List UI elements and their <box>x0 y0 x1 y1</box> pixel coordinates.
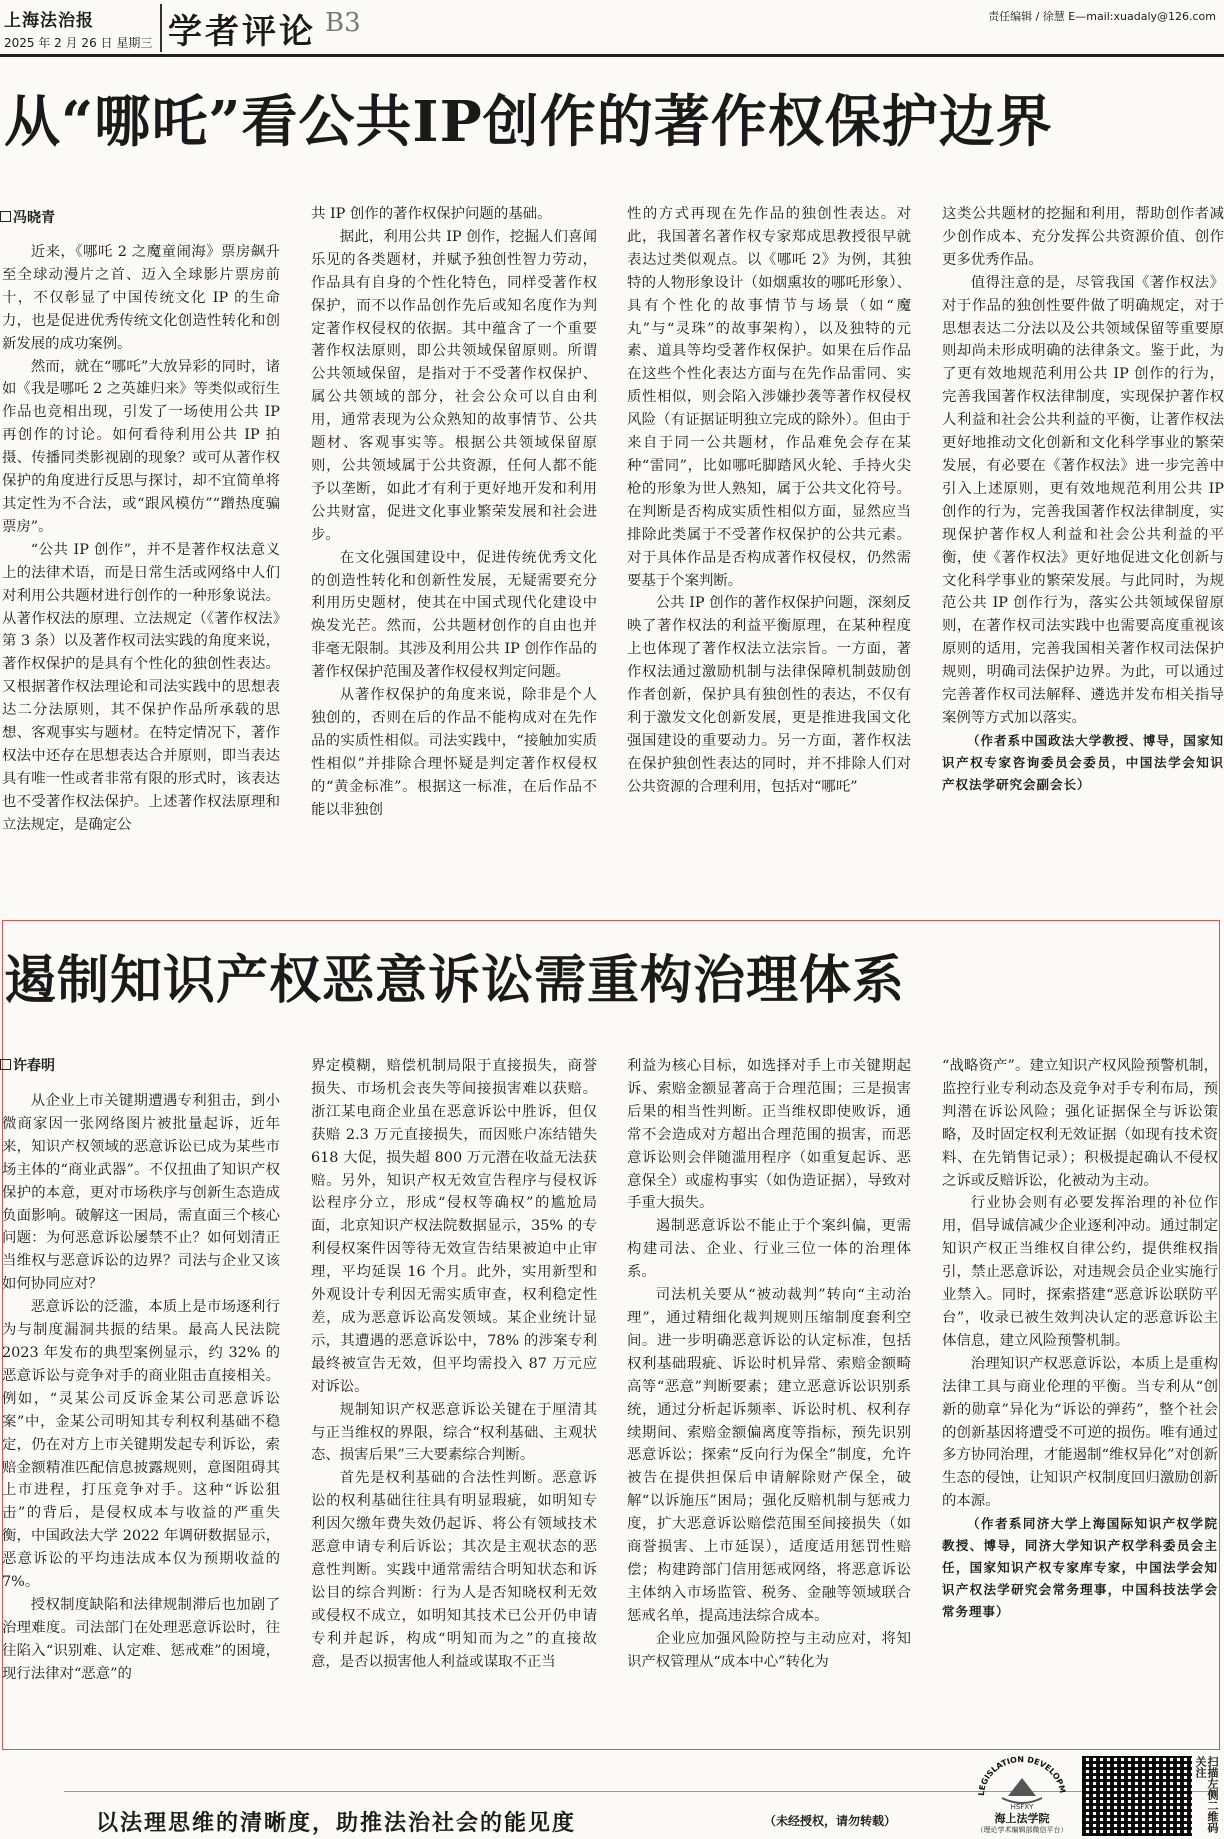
logo-name: 海上法学院 <box>994 1812 1050 1825</box>
paragraph: 据此，利用公共 IP 创作，挖掘人们喜闻乐见的各类题材，并赋予独创性智力劳动，作品具有自身的个性化特色，同样受著作权保护，而不以作品创作先后或知名度作为判定著作权侵权的依据。其中蕴含了一个重要著作权法原则，即公共领域保留原则。所谓公共领域保留，是指对于不受著作权保护、属公共领域的部分，社会公众可以自由利用，通常表现为公众熟知的故事情节、公共题材、客观事实等。根据公共领域保留原则，公共领域属于公共资源，任何人都不能予以垄断，如此才有利于更好地开发和利用公共财富，促进文化事业繁荣发展和社会进步。 <box>311 228 597 543</box>
paragraph: 在文化强国建设中，促进传统优秀文化的创造性转化和创新性发展，无疑需要充分利用历史题材，使其在中国式现代化建设中焕发光芒。然而，公共题材创作的自由也并非毫无限制。其涉及利用公共 IP 创作作品的著作权保护范围及著作权侵权判定问题。 <box>311 549 597 681</box>
paragraph: 首先是权利基础的合法性判断。恶意诉讼的权利基础往往具有明显瑕疵，如明知专利因欠缴年费失效仍起诉、将公有领域技术恶意申请专利后诉讼；其次是主观状态的恶意性判断。实践中通常需结合明知状态和诉讼目的综合判断：行为人是否知晓权利无效或侵权不成立，如明知其技术已公开仍申请专利并起诉，构成“明知而为之”的直接故意，是否以损害他人利益或谋取不正当 <box>311 1470 597 1670</box>
paragraph: 性的方式再现在先作品的独创性表达。对此，我国著名著作权专家郑成思教授很早就表达过类似观点。以《哪吒 2》为例，其独特的人物形象设计（如烟熏妆的哪吒形象）、具有个性化的故事情节与场景（如“魔丸”与“灵珠”的故事架构），以及独特的元素、道具等均受著作权保护。如果在后作品在这些个性化表达方面与在先作品雷同、实质性相似，则会陷入涉嫌抄袭等著作权侵权风险（有证据证明独立完成的除外）。但由于来自于同一公共题材，作品难免会存在某种“雷同”，比如哪吒脚踏风火轮、手持火尖枪的形象为世人熟知，属于公共文化符号。在判断是否构成实质性相似方面，显然应当排除此类属于不受著作权保护的公共元素。对于具体作品是否构成著作权侵权，仍然需要基于个案判断。 <box>627 206 911 589</box>
paragraph: 司法机关要从“被动裁判”转向“主动治理”，通过精细化裁判规则压缩制度套利空间。进一步明确恶意诉讼的认定标准，包括权利基础瑕疵、诉讼时机异常、索赔金额畸高等“恶意”判断要素；建立恶意诉讼识别系统，通过分析起诉频率、诉讼时机、权利存续期间、索赔金额偏离度等指标，预先识别恶意诉讼；探索“反向行为保全”制度，允许被告在提供担保后申请解除财产保全，破解“以诉施压”困局；强化反赔机制与惩戒力度，扩大恶意诉讼赔偿范围至间接损失（如商誉损害、上市延误），适度适用惩罚性赔偿；构建跨部门信用惩戒网络，将恶意诉讼主体纳入市场监管、税务、金融等领域联合惩戒名单，提高违法综合成本。 <box>627 1287 911 1624</box>
qr-code[interactable] <box>1082 1756 1192 1836</box>
author-credit: （作者系中国政法大学教授、博导，国家知识产权专家咨询委员会委员，中国法学会知识产权法学研究会副会长） <box>942 732 1224 792</box>
article2-byline: 许春明 <box>0 1055 55 1075</box>
qr-caption: 扫描左侧二维码关注 <box>1194 1756 1219 1833</box>
paragraph: 规制知识产权恶意诉讼关键在于厘清其与正当维权的界限，综合“权利基础、主观状态、损害后果”三大要素综合判断。 <box>311 1401 597 1464</box>
paragraph: 从企业上市关键期遭遇专利狙击，到小微商家因一张网络图片被批量起诉，近年来，知识产权领域的恶意诉讼已成为某些市场主体的“商业武器”。不仅扭曲了知识产权保护的本意，更对市场秩序与创新生态造成负面影响。破解这一困局，需直面三个核心问题：为何恶意诉讼屡禁不止？如何划清正当维权与恶意诉讼的边界？司法与企业又该如何协同应对？ <box>2 1093 280 1293</box>
paragraph: 遏制恶意诉讼不能止于个案纠偏，更需构建司法、企业、行业三位一体的治理体系。 <box>627 1218 911 1281</box>
article1-column-1 <box>2 241 280 877</box>
paragraph: 从著作权保护的角度来说，除非是个人独创的，否则在后的作品不能构成对在先作品的实质性相似。司法实践中，“接触加实质性相似”并排除合理怀疑是判定著作权侵权的“黄金标准”。根据这一标准，在后作品不能以非独创 <box>311 687 597 818</box>
article2-column-4 <box>942 1055 1218 1745</box>
article1-column-3 <box>627 203 911 877</box>
paragraph: 共 IP 创作的著作权保护问题的基础。 <box>311 206 552 222</box>
paragraph: 行业协会则有必要发挥治理的补位作用，倡导诚信减少企业逐利冲动。通过制定知识产权正当维权自律公约，提供维权指引，禁止恶意诉讼，对违规会员企业实施行业禁入。同时，探索搭建“恶意诉讼联防平台”，收录已被生效判决认定的恶意诉讼主体信息，建立风险预警机制。 <box>942 1195 1218 1349</box>
article1-byline: 冯晓青 <box>0 207 55 227</box>
paragraph: 恶意诉讼的泛滥，本质上是市场逐利行为与制度漏洞共振的结果。最高人民法院 2023 年发布的典型案例显示，约 32% 的恶意诉讼与竞争对手的商业阻击直接相关。例如，“灵某公司反诉金某公司恶意诉讼案”中，金某公司明知其专利权利基础不稳定，仍在对方上市关键期发起专利诉讼，索赔金额精准匹配信息披露规则，意图阻碍其上市进程，打压竞争对手。这种“诉讼狙击”的背后，是侵权成本与收益的严重失衡，中国政法大学 2022 年调研数据显示，恶意诉讼的平均违法成本仅为预期收益的 7%。 <box>2 1299 280 1591</box>
masthead-divider <box>160 4 162 52</box>
issue-date: 2025 年 2 月 26 日 星期三 <box>4 36 153 50</box>
article2-column-3 <box>627 1055 911 1745</box>
article1-headline: 从“哪吒”看公共IP创作的著作权保护边界 <box>4 89 1053 155</box>
paragraph: “战略资产”。建立知识产权风险预警机制，监控行业专利动态及竞争对手专利布局，预判潜在诉讼风险；强化证据保全与诉讼策略，及时固定权利无效证据（如现有技术资料、在先销售记录）；积极提起确认不侵权之诉或反赔诉讼，化被动为主动。 <box>942 1058 1218 1189</box>
logo-ring-text: LEGISLATION DEVELOPM <box>976 1756 1068 1797</box>
copyright-notice: （未经授权，请勿转载） <box>764 1814 897 1828</box>
page-number: B3 <box>325 8 361 38</box>
paragraph: 企业应加强风险防控与主动应对，将知识产权管理从“成本中心”转化为 <box>627 1630 911 1670</box>
logo-letters: HSFXY <box>1010 1803 1034 1811</box>
author-credit: （作者系同济大学上海国际知识产权学院教授、博导，同济大学知识产权学科委员会主任，国家知识产权专家库专家，中国法学会知识产权法学研究会常务理事，中国科技法学会常务理事） <box>942 1516 1218 1620</box>
masthead <box>0 0 1224 58</box>
paragraph: 利益为核心目标，如选择对手上市关键期起诉、索赔金额显著高于合理范围；三是损害后果的相当性判断。正当维权即使败诉，通常不会造成对方超出合理范围的损害，而恶意诉讼则会伴随滥用程序（如重复起诉、恶意保全）或虚构事实（如伪造证据），导致对手重大损失。 <box>627 1058 911 1212</box>
article1-column-4 <box>942 203 1224 877</box>
paragraph: “公共 IP 创作”，并不是著作权法意义上的法律术语，而是日常生活或网络中人们对利用公共题材进行创作的一种形象说法。从著作权法的原理、立法规定（《著作权法》第 3 条）以及著作权司法实践的角度来说，著作权保护的是具有个性化的独创性表达。又根据著作权法理论和司法实践中的思想表达二分法原则，其不保护作品所承载的思想、客观事实与题材。在特定情况下，著作权法中还存在思想表达合并原则，即当表达具有唯一性或者非常有限的形式时，该表达也不受著作权法保护。上述著作权法原理和立法规定，是确定公 <box>2 541 280 833</box>
section-name: 学者评论 <box>168 12 316 52</box>
editor-credit: 责任编辑 / 徐慧 E—mail:xuadaly@126.com <box>988 10 1216 23</box>
masthead-rule <box>0 54 1224 57</box>
paragraph: 界定模糊，赔偿机制局限于直接损失，商誉损失、市场机会丧失等间接损害难以获赔。浙江某电商企业虽在恶意诉讼中胜诉，但仅获赔 2.3 万元直接损失，而因账户冻结错失 618 大促，损失超 800 万元潜在收益无法获赔。另外，知识产权无效宣告程序与侵权诉讼程序分立，形成“侵权等确权”的尴尬局面，北京知识产权法院数据显示，35% 的专利侵权案件因等待无效宣告结果被迫中止审理，平均延误 16 个月。此外，实用新型和外观设计专利因无需实质审查，权利稳定性差，成为恶意诉讼高发领域。某企业统计显示，其遭遇的恶意诉讼中，78% 的涉案专利最终被宣告无效，但平均需投入 87 万元应对诉讼。 <box>311 1058 597 1395</box>
logo-emblem-icon <box>962 1756 1082 1834</box>
article2-headline: 遏制知识产权恶意诉讼需重构治理体系 <box>4 950 906 1011</box>
paper-name: 上海法治报 <box>4 11 94 31</box>
paragraph: 近来，《哪吒 2 之魔童闹海》票房飙升至全球动漫片之首、迈入全球影片票房前十，不仅彰显了中国传统文化 IP 的生命力，也是促进优秀传统文化创造性转化和创新发展的成功案例。 <box>2 244 280 352</box>
article2-column-1 <box>2 1090 280 1745</box>
paragraph: 授权制度缺陷和法律规制滞后也加剧了治理难度。司法部门在处理恶意诉讼时，往往陷入“识别难、认定难、惩戒难”的困境，现行法律对“恶意”的 <box>2 1596 280 1682</box>
law-school-logo <box>962 1756 1082 1834</box>
paragraph: 这类公共题材的挖掘和利用，帮助创作者减少创作成本、充分发挥公共资源价值、创作更多优秀作品。 <box>942 206 1224 268</box>
paragraph: 然而，就在“哪吒”大放异彩的同时，诸如《我是哪吒 2 之英雄归来》等类似或衍生作品也竞相出现，引发了一场使用公共 IP 再创作的讨论。如何看待利用公共 IP 拍摄、传播同类影视剧的现象？或可从著作权保护的角度进行反思与探讨，却不宜简单将其定性为不合法，或“跟风模仿”“蹭热度骗票房”。 <box>2 358 280 535</box>
logo-subtitle: （理论学术编辑部微信平台） <box>976 1826 1068 1834</box>
paragraph: 公共 IP 创作的著作权保护问题，深刻反映了著作权法的利益平衡原理，在某种程度上也体现了著作权法立法宗旨。一方面，著作权法通过激励机制与法律保障机制鼓励创作者创新，保护具有独创性的表达，不仅有利于激发文化创新发展，更是推进我国文化强国建设的重要动力。另一方面，著作权法在保护独创性表达的同时，并不排除人们对公共资源的合理利用，包括对“哪吒” <box>627 595 911 795</box>
article2-column-2 <box>311 1055 597 1745</box>
article1-column-2 <box>311 203 597 877</box>
paragraph: 治理知识产权恶意诉讼，本质上是重构法律工具与商业伦理的平衡。当专利从“创新的勋章”异化为“诉讼的弹药”，整个社会的创新基因将遭受不可逆的损伤。唯有通过多方协同治理，才能遏制“维权异化”对创新生态的侵蚀，让知识产权制度回归激励创新的本源。 <box>942 1355 1218 1510</box>
paragraph: 值得注意的是，尽管我国《著作权法》对于作品的独创性要件做了明确规定，对于思想表达二分法以及公共领域保留等重要原则却尚未形成明确的法律条文。鉴于此，为了更有效地规范利用公共 IP 创作的行为，完善我国著作权法律制度，实现保护著作权人利益和社会公共利益的平衡，让著作权法更好地推动文化创新和文化科学事业的繁荣发展，有必要在《著作权法》进一步完善中引入上述原则，更有效地规范利用公共 IP 创作的行为，完善我国著作权法律制度，实现保护著作权人利益和社会公共利益的平衡，使《著作权法》更好地促进文化创新与文化科学事业的繁荣发展。与此同时，为规范公共 IP 创作行为，落实公共领域保留原则，在著作权司法实践中也需要高度重视该原则的适用，完善我国相关著作权司法保护规则，明确司法保护边界。为此，可以通过完善著作权司法解释、遴选并发布相关指导案例等方式加以落实。 <box>942 274 1224 726</box>
footer-slogan: 以法理思维的清晰度，助推法治社会的能见度 <box>96 1810 577 1836</box>
